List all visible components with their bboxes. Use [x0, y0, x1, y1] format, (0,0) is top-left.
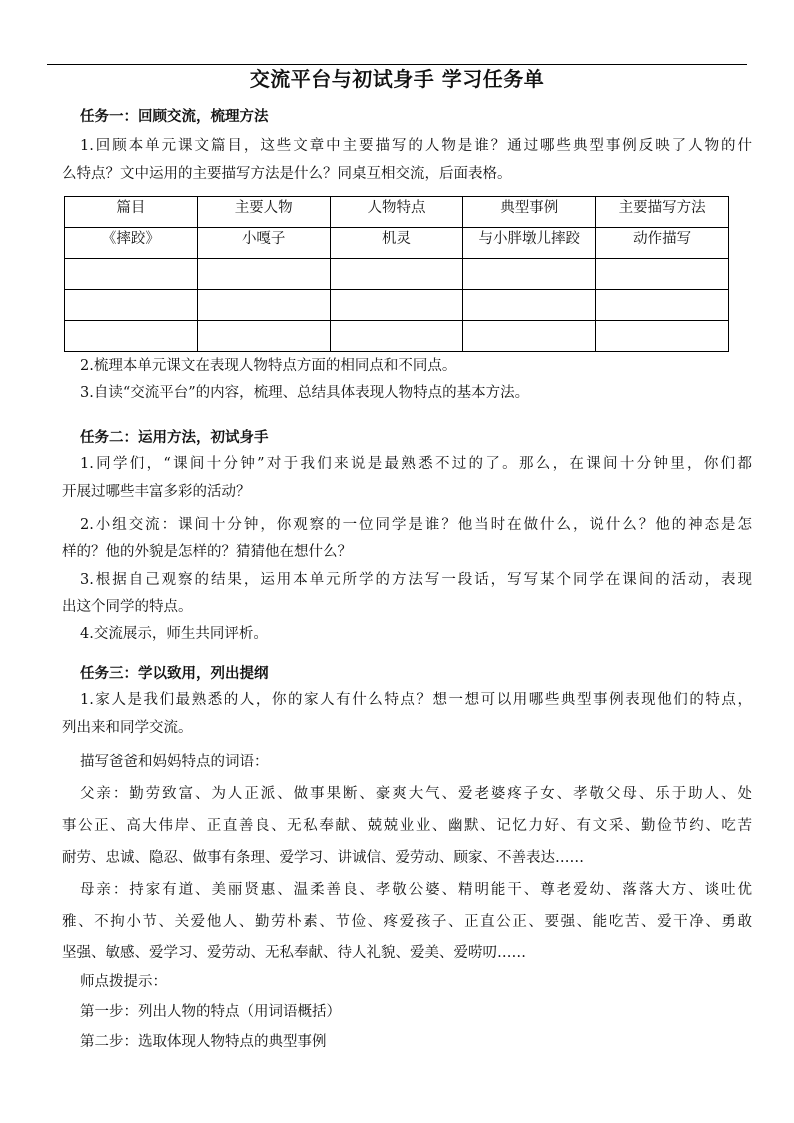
task1-table — [64, 196, 729, 352]
task2-heading: 任务二：运用方法，初试身手 — [80, 430, 269, 446]
table-cell-empty[interactable] — [463, 259, 596, 290]
father-words-line2: 事公正、高大伟岸、正直善良、无私奉献、兢兢业业、幽默、记忆力好、有文采、勤俭节约、吃苦 — [62, 818, 752, 834]
task1-heading: 任务一：回顾交流，梳理方法 — [80, 109, 269, 125]
table-row-empty — [65, 321, 729, 352]
mother-words-line2: 雅、不拘小节、关爱他人、勤劳朴素、节俭、疼爱孩子、正直公正、要强、能吃苦、爱干净、勇敢 — [62, 914, 752, 930]
table-cell-empty[interactable] — [330, 290, 463, 321]
table-header-cell: 篇目 — [65, 197, 198, 228]
table-cell-empty[interactable] — [463, 290, 596, 321]
table-cell-empty[interactable] — [463, 321, 596, 352]
mother-words-line3: 坚强、敏感、爱学习、爱劳动、无私奉献、待人礼貌、爱美、爱唠叨…… — [62, 945, 526, 961]
task1-p1-line1: 1.回顾本单元课文篇目，这些文章中主要描写的人物是谁？通过哪些典型事例反映了人物的什 — [80, 138, 752, 154]
father-words-line1: 父亲：勤劳致富、为人正派、做事果断、豪爽大气、爱老婆疼子女、孝敬父母、乐于助人、处 — [80, 786, 752, 802]
table-cell-empty[interactable] — [596, 321, 729, 352]
table-cell: 小嘎子 — [197, 228, 330, 259]
table-cell-empty[interactable] — [197, 290, 330, 321]
step2: 第二步：选取体现人物特点的典型事例 — [80, 1034, 327, 1050]
table-header-cell: 人物特点 — [330, 197, 463, 228]
page-title: 交流平台与初试身手 学习任务单 — [249, 67, 545, 91]
table-cell-empty[interactable] — [596, 259, 729, 290]
task2-p2-line2: 样的？他的外貌是怎样的？猜猜他在想什么？ — [62, 544, 352, 560]
table-cell-empty[interactable] — [330, 321, 463, 352]
task3-words-intro: 描写爸爸和妈妈特点的词语： — [80, 754, 269, 770]
table-row — [65, 228, 729, 259]
step1: 第一步：列出人物的特点（用词语概括） — [80, 1004, 341, 1020]
table-cell-empty[interactable] — [197, 259, 330, 290]
table-cell: 《摔跤》 — [65, 228, 198, 259]
table-cell-empty[interactable] — [596, 290, 729, 321]
table-cell-empty[interactable] — [65, 290, 198, 321]
task2-p1-line2: 开展过哪些丰富多彩的活动？ — [62, 484, 251, 500]
table-cell-empty[interactable] — [330, 259, 463, 290]
task2-p4: 4.交流展示，师生共同评析。 — [80, 626, 268, 642]
task1-p2: 2.梳理本单元课文在表现人物特点方面的相同点和不同点。 — [80, 358, 457, 374]
tip-label: 师点拨提示： — [80, 974, 167, 990]
table-cell: 与小胖墩儿摔跤 — [463, 228, 596, 259]
table-row-empty — [65, 290, 729, 321]
table-cell: 动作描写 — [596, 228, 729, 259]
table-cell-empty[interactable] — [197, 321, 330, 352]
task2-p1-line1: 1.同学们，“课间十分钟”对于我们来说是最熟悉不过的了。那么，在课间十分钟里，你们都 — [80, 456, 752, 472]
table-cell-empty[interactable] — [65, 259, 198, 290]
task3-p1-line1: 1.家人是我们最熟悉的人，你的家人有什么特点？想一想可以用哪些典型事例表现他们的特点， — [80, 692, 752, 708]
table-cell: 机灵 — [330, 228, 463, 259]
task2-p3-line2: 出这个同学的特点。 — [62, 599, 193, 615]
table-header-cell: 典型事例 — [463, 197, 596, 228]
table-header-cell: 主要人物 — [197, 197, 330, 228]
task2-p3-line1: 3.根据自己观察的结果，运用本单元所学的方法写一段话，写写某个同学在课间的活动，表现 — [80, 572, 752, 588]
task1-p1-line2: 么特点？文中运用的主要描写方法是什么？同桌互相交流，后面表格。 — [62, 166, 512, 182]
task3-p1-line2: 列出来和同学交流。 — [62, 720, 193, 736]
task1-p3: 3.自读“交流平台”的内容，梳理、总结具体表现人物特点的基本方法。 — [80, 385, 530, 401]
table-cell-empty[interactable] — [65, 321, 198, 352]
task3-heading: 任务三：学以致用，列出提纲 — [80, 666, 269, 682]
mother-words-line1: 母亲：持家有道、美丽贤惠、温柔善良、孝敬公婆、精明能干、尊老爱幼、落落大方、谈吐优 — [80, 882, 752, 898]
table-header-cell: 主要描写方法 — [596, 197, 729, 228]
table-row-empty — [65, 259, 729, 290]
father-words-line3: 耐劳、忠诚、隐忍、做事有条理、爱学习、讲诚信、爱劳动、顾家、不善表达…… — [62, 850, 584, 866]
task2-p2-line1: 2.小组交流：课间十分钟，你观察的一位同学是谁？他当时在做什么，说什么？他的神态是怎 — [80, 517, 752, 533]
table-header-row — [65, 197, 729, 228]
